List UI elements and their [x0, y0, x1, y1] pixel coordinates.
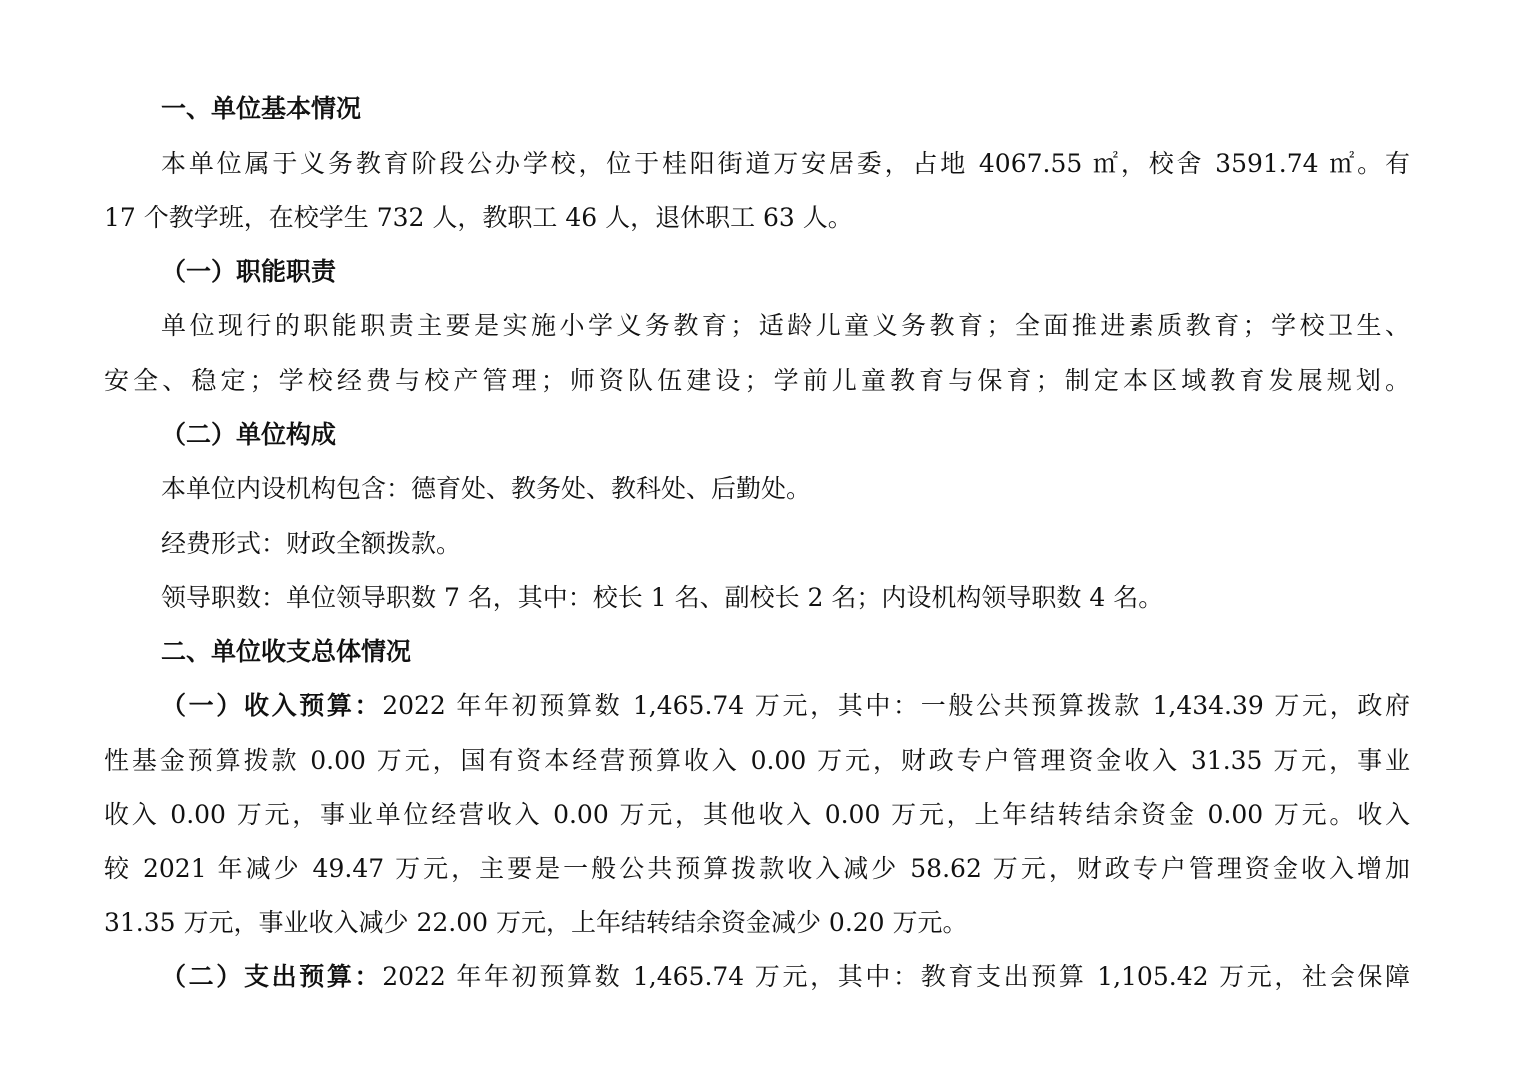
paragraph-line: 性基金预算拨款 0.00 万元，国有资本经营预算收入 0.00 万元，财政专户管理资金收入 31.35 万元，事业 — [104, 746, 1410, 775]
income-budget-label: （一）收入预算： — [161, 691, 383, 720]
subheading-composition: （二）单位构成 — [161, 420, 337, 449]
paragraph-line: 收入 0.00 万元，事业单位经营收入 0.00 万元，其他收入 0.00 万元，上年结转结余资金 0.00 万元。收入 — [104, 800, 1410, 829]
paragraph-line: 经费形式：财政全额拨款。 — [161, 529, 462, 558]
paragraph-line: 领导职数：单位领导职数 7 名，其中：校长 1 名、副校长 2 名；内设机构领导职数 4 名。 — [161, 583, 1164, 612]
paragraph-line: 31.35 万元，事业收入减少 22.00 万元，上年结转结余资金减少 0.20 万元。 — [104, 908, 968, 937]
paragraph-line: 单位现行的职能职责主要是实施小学义务教育；适龄儿童义务教育；全面推进素质教育；学校卫生、 — [161, 311, 1410, 340]
paragraph-line: 较 2021 年减少 49.47 万元，主要是一般公共预算拨款收入减少 58.62 万元，财政专户管理资金收入增加 — [104, 854, 1410, 883]
section-heading-unit-basic: 一、单位基本情况 — [161, 94, 362, 123]
expense-budget-text: 2022 年年初预算数 1,465.74 万元，其中：教育支出预算 1,105.42 万元，社会保障 — [382, 962, 1410, 991]
paragraph-line: 安全、稳定；学校经费与校产管理；师资队伍建设；学前儿童教育与保育；制定本区域教育发展规划。 — [104, 366, 1410, 395]
paragraph-line: 本单位内设机构包含：德育处、教务处、教科处、后勤处。 — [161, 474, 812, 503]
income-budget-text: 2022 年年初预算数 1,465.74 万元，其中：一般公共预算拨款 1,434.39 万元，政府 — [382, 691, 1410, 720]
paragraph-line-expense — [161, 957, 1410, 997]
paragraph-line: 17 个教学班，在校学生 732 人，教职工 46 人，退休职工 63 人。 — [104, 203, 853, 232]
section-heading-income-expense: 二、单位收支总体情况 — [161, 637, 412, 666]
paragraph-line: 本单位属于义务教育阶段公办学校，位于桂阳街道万安居委，占地 4067.55 ㎡，校舍 3591.74 ㎡。有 — [161, 149, 1410, 178]
paragraph-line-income — [161, 686, 1410, 726]
expense-budget-label: （二）支出预算： — [161, 962, 383, 991]
subheading-functions: （一）职能职责 — [161, 257, 337, 286]
